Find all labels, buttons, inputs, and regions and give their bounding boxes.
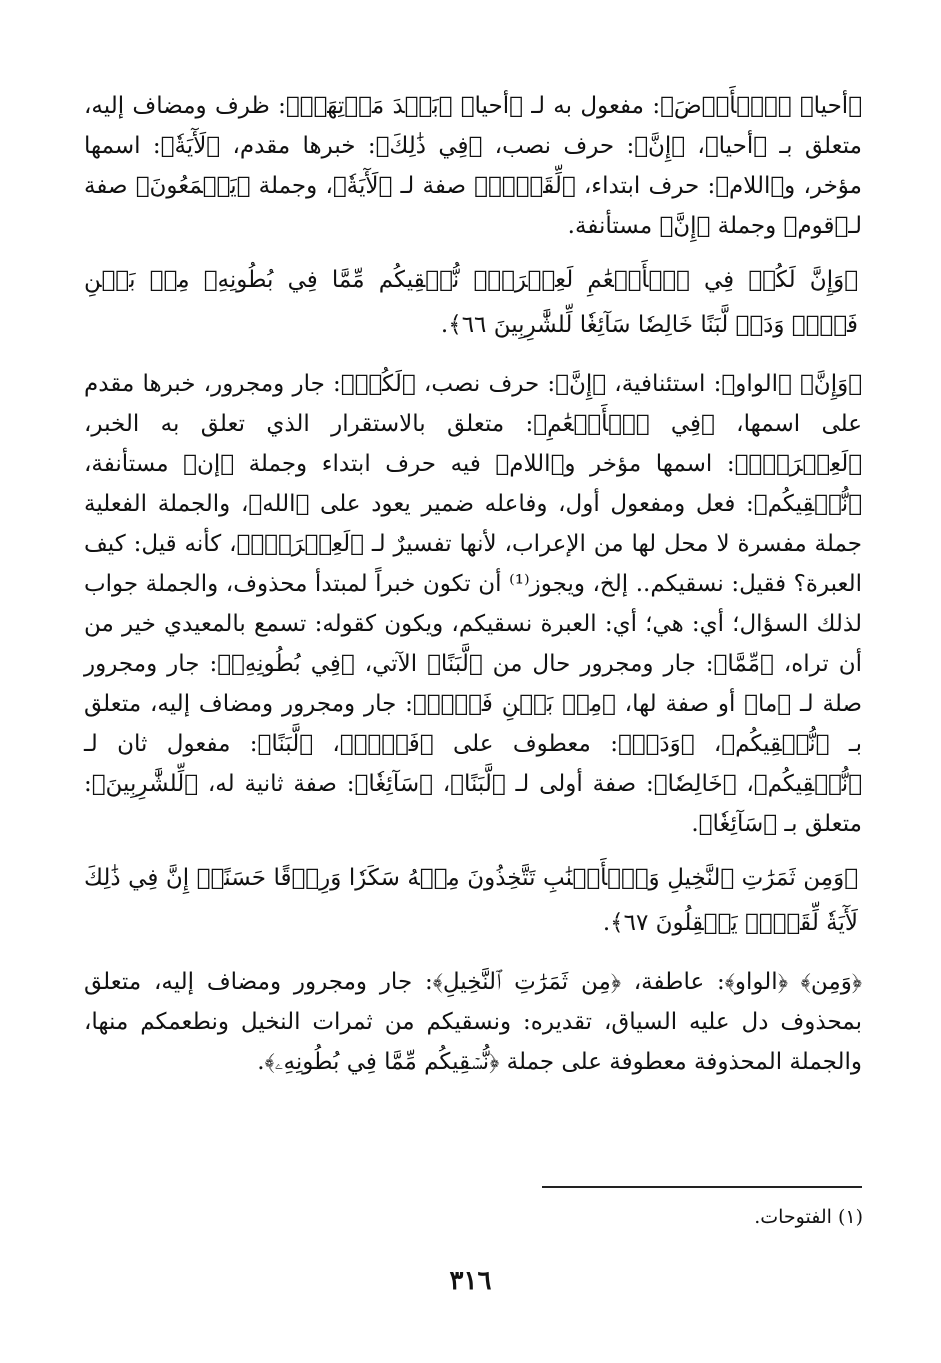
footnote-divider [542, 1186, 862, 1188]
paragraph-irab-3: ﴿وَمِن﴾ ﴿الواو﴾: عاطفة، ﴿مِن ثَمَرَٰتِ ٱلنَّخِيلِ﴾: جار ومجرور ومضاف إليه، متعلق بمحذوف دل عليه السياق، تقديره: ونسقيكم من ثمرات النخيل ونطعمكم منها، والجملة المحذوفة معطوفة على جملة ﴿نُّسۡقِيكُم مِّمَّا فِي بُطُونِهِۦ﴾. [84, 969, 862, 1075]
paragraph-irab-1: ﴿أحيا﴾ ﴿ٱلۡأَرۡضَ﴾: مفعول به لـ ﴿أحيا﴾ ﴿بَعۡدَ مَوۡتِهَآۚ﴾: ظرف ومضاف إليه، متعلق بـ ﴿أحيا﴾، ﴿إِنَّ﴾: حرف نصب، ﴿فِي ذَٰلِكَ﴾: خبرها مقدم، ﴿لَأٓيَةٗ﴾: اسمها مؤخر، و﴿اللام﴾: حرف ابتداء، ﴿لِّقَوۡمٖ﴾ صفة لـ ﴿لَأٓيَةٗ﴾، وجملة ﴿يَسۡمَعُونَ﴾ صفة لـ﴿قوم﴾ وجملة ﴿إِنَّ﴾ مستأنفة. [84, 93, 862, 239]
footnote: (١) الفتوحات. [754, 1206, 863, 1228]
paragraph-irab-2: ﴿وَإِنَّ﴾ ﴿الواو﴾: استئنافية، ﴿إِنَّ﴾: حرف نصب، ﴿لَكُمۡ﴾: جار ومجرور، خبرها مقدم على اسمها، ﴿فِي ٱلۡأَنۡعَٰمِ﴾: متعلق بالاستقرار الذي تعلق به الخبر، ﴿لَعِبۡرَةٗۖ﴾: اسمها مؤخر و﴿اللام﴾ فيه حرف ابتداء وجملة ﴿إن﴾ مستأنفة، ﴿نُّسۡقِيكُم﴾: فعل ومفعول أول، وفاعله ضمير يعود على ﴿الله﴾، والجملة الفعلية جملة مفسرة لا محل لها من الإعراب، لأنها تفسيرٌ لـ ﴿لَعِبۡرَةٗۖ﴾، كأنه قيل: كيف العبرة؟ فقيل: نسقيكم.. إلخ، ويجوز⁽¹⁾ أن تكون خبراً لمبتدأ محذوف، والجملة جواب لذلك السؤال؛ أي: هي؛ أي: العبرة نسقيكم، ويكون كقوله: تسمع بالمعيدي خير من أن تراه، ﴿مِّمَّا﴾: جار ومجرور حال من ﴿لَّبَنًا﴾ الآتي، ﴿فِي بُطُونِهِۦ﴾: جار ومجرور صلة لـ ﴿ما﴾ أو صفة لها، ﴿مِنۢ بَيۡنِ فَرۡثٖ﴾: جار ومجرور ومضاف إليه، متعلق بـ ﴿نُّسۡقِيكُم﴾، ﴿وَدَمٖ﴾: معطوف على ﴿فَرۡثٖ﴾، ﴿لَّبَنًا﴾: مفعول ثان لـ ﴿نُّسۡقِيكُم﴾، ﴿خَالِصٗا﴾: صفة أولى لـ ﴿لَّبَنًا﴾، ﴿سَآئِغٗا﴾: صفة ثانية له، ﴿لِّلشَّٰرِبِينَ﴾: متعلق بـ ﴿سَآئِغٗا﴾. [84, 371, 863, 837]
main-text [84, 86, 862, 1082]
page-number: ٣١٦ [449, 1266, 492, 1296]
quran-verse-66: ﴿وَإِنَّ لَكُمۡ فِي ٱلۡأَنۡعَٰمِ لَعِبۡرَةٗۖ نُّسۡقِيكُم مِّمَّا فِي بُطُونِهِۦ مِنۢ بَيۡنِ فَرۡثٖ وَدَمٖ لَّبَنًا خَالِصٗا سَآئِغٗا لِّلشَّٰرِبِينَ ٦٦﴾. [84, 267, 858, 338]
quran-verse-67: ﴿وَمِن ثَمَرَٰتِ ٱلنَّخِيلِ وَٱلۡأَعۡنَٰبِ تَتَّخِذُونَ مِنۡهُ سَكَرٗا وَرِزۡقًا حَسَنًاۚ إِنَّ فِي ذَٰلِكَ لَأٓيَةٗ لِّقَوۡمٖ يَعۡقِلُونَ ٦٧﴾. [84, 865, 858, 936]
